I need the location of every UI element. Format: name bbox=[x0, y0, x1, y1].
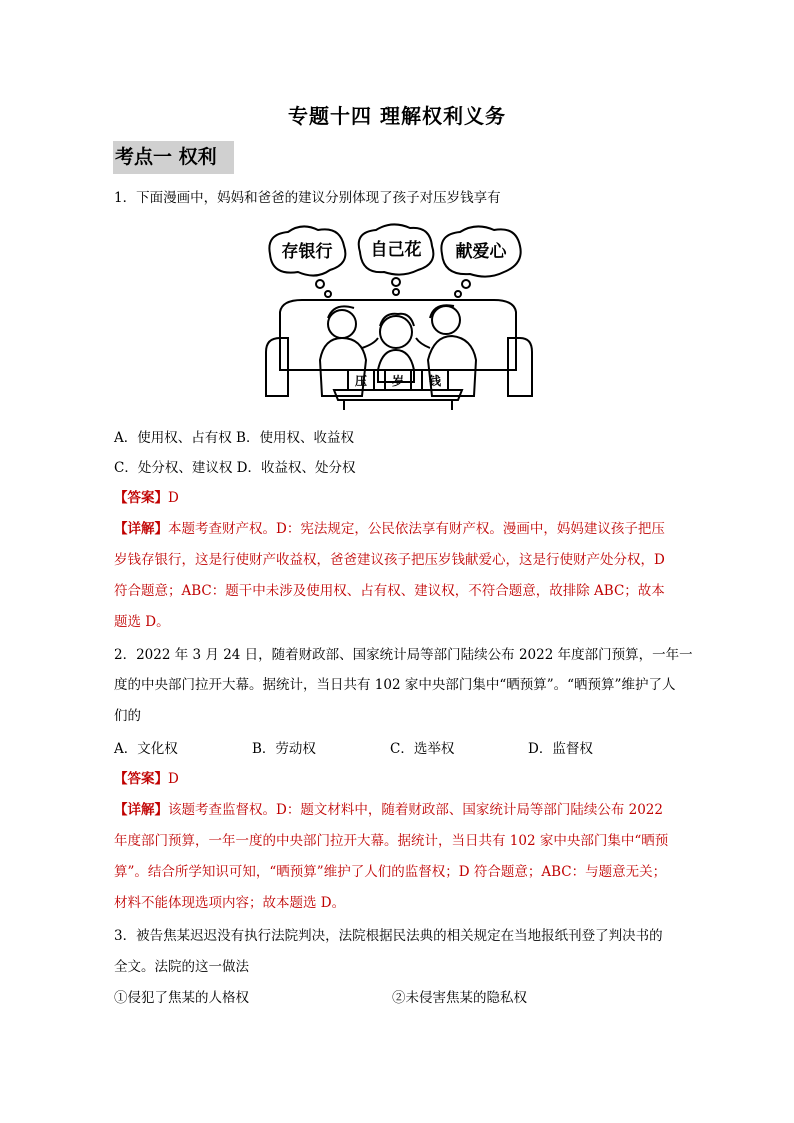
q3-stem-line: 全文。法院的这一做法 bbox=[114, 959, 249, 975]
section-heading: 考点一 权利 bbox=[113, 141, 234, 174]
statement-item: ②未侵害焦某的隐私权 bbox=[392, 990, 527, 1006]
answer-value: D bbox=[168, 490, 179, 506]
bubble-text: 献爱心 bbox=[455, 242, 507, 262]
q1-detail-line: 题选 D。 bbox=[114, 614, 170, 630]
answer-label: 【答案】 bbox=[114, 771, 168, 787]
q2-answer bbox=[114, 767, 179, 787]
detail-text: 本题考查财产权。D：宪法规定，公民依法享有财产权。漫画中，妈妈建议孩子把压 bbox=[168, 521, 665, 537]
q1-options-row1: A．使用权、占有权 B．使用权、收益权 bbox=[114, 430, 354, 446]
option-a: A．文化权 bbox=[114, 741, 178, 757]
box-text: 岁 bbox=[391, 374, 405, 388]
q3-stem-line: 3．被告焦某迟迟没有执行法院判决，法院根据民法典的相关规定在当地报纸刊登了判决书的 bbox=[114, 928, 663, 944]
q3-items bbox=[114, 986, 674, 1006]
q2-detail-line bbox=[114, 798, 663, 818]
bubble-text: 自己花 bbox=[370, 240, 422, 260]
option-c: C．选举权 bbox=[390, 741, 455, 757]
statement-item: ①侵犯了焦某的人格权 bbox=[114, 990, 249, 1006]
q2-stem-line: 2．2022 年 3 月 24 日，随着财政部、国家统计局等部门陆续公布 2022 年度部门预算，一年一 bbox=[114, 647, 693, 663]
q1-options-row2: C．处分权、建议权 D．收益权、处分权 bbox=[114, 460, 356, 476]
box-text: 压 bbox=[354, 374, 368, 388]
q2-detail-line: 材料不能体现选项内容；故本题选 D。 bbox=[114, 895, 346, 911]
document-title: 专题十四 理解权利义务 bbox=[288, 104, 506, 128]
detail-label: 【详解】 bbox=[114, 521, 168, 537]
q2-options bbox=[114, 737, 674, 757]
option-d: D．监督权 bbox=[528, 741, 593, 757]
bubble-text: 存银行 bbox=[281, 242, 333, 262]
q2-stem-line: 度的中央部门拉开大幕。据统计，当日共有 102 家中央部门集中“晒预算”。“晒预算”维护了人 bbox=[114, 677, 676, 693]
q1-detail-line bbox=[114, 517, 665, 537]
cartoon-illustration bbox=[258, 220, 538, 412]
detail-text: 该题考查监督权。D：题文材料中，随着财政部、国家统计局等部门陆续公布 2022 bbox=[168, 802, 663, 818]
q1-stem: 1．下面漫画中，妈妈和爸爸的建议分别体现了孩子对压岁钱享有 bbox=[114, 190, 501, 206]
box-text: 钱 bbox=[428, 374, 442, 388]
q1-detail-line: 岁钱存银行，这是行使财产收益权，爸爸建议孩子把压岁钱献爱心，这是行使财产处分权，D bbox=[114, 552, 665, 568]
detail-label: 【详解】 bbox=[114, 802, 168, 818]
answer-value: D bbox=[168, 771, 179, 787]
answer-label: 【答案】 bbox=[114, 490, 168, 506]
q1-answer bbox=[114, 486, 179, 506]
q2-stem-line: 们的 bbox=[114, 708, 141, 724]
q2-detail-line: 年度部门预算，一年一度的中央部门拉开大幕。据统计，当日共有 102 家中央部门集中“晒预 bbox=[114, 833, 669, 849]
option-b: B．劳动权 bbox=[252, 741, 316, 757]
q2-detail-line: 算”。结合所学知识可知，“晒预算”维护了人们的监督权；D 符合题意；ABC：与题意无关； bbox=[114, 864, 667, 880]
q1-detail-line: 符合题意；ABC：题干中未涉及使用权、占有权、建议权，不符合题意，故排除 ABC；故本 bbox=[114, 583, 665, 599]
